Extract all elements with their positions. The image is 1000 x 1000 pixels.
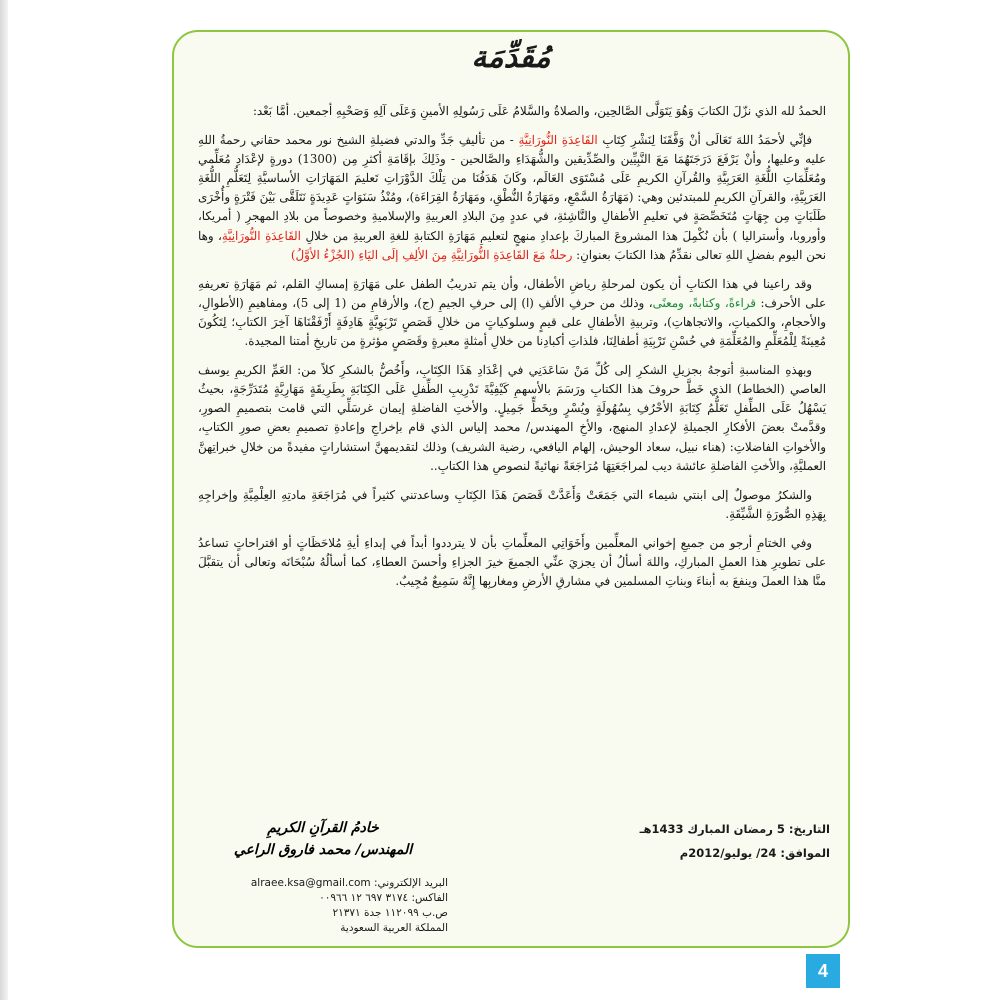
paragraph-closing: وفي الختامِ أرجو من جميعِ إخواني المعلِّمين وأَخَوَاتِي المعلِّماتِ بأن لا يترددوا أبداً في إبداءِ أيةِ مُلاحَظَاتٍ أو اقتراحاتٍ تساعدُ على تطويرِ هذا العملِ المباركِ، واللهَ أسألُ أن يجزيَ عنِّي الجميعَ خيرَ الجزاءِ وأحسنَ العطاءِ، كما أسألُهُ سُبْحَانَه وتعالى أن يتقبَّلَ منَّا هذا العملَ وينفعَ به أبناءَ وبناتِ المسلمين في مشارقِ الأرضِ ومغاربِها إِنَّهُ سَمِيعٌ مُجِيبٌ. (198, 535, 826, 589)
page-title: مُقَدِّمَة (471, 40, 551, 75)
contact-fax: الفاكس: ٣١٧٤ ٦٩٧ ١٢ ٠٠٩٦٦ (319, 892, 448, 904)
highlighted-book-title: رحلةٌ مَعَ القَاعِدَةِ النُّورَانِيَّةِ مِنَ الألِفِ إلَى اليَاءِ (الجُزْءُ الأوَّلُ) (290, 247, 573, 262)
paragraph-acknowledgements: وبهذهِ المناسبةِ أتوجهُ بجزيلِ الشكرِ إلى كُلِّ مَنْ سَاعَدَنِي في إعْدَادِ هَذَا الكِتَابِ، وأَخُصُّ بالشكرِ كلاً من: العَمِّ الكريمِ يوسف العاصي (الخطاط) الذي خَطَّ حروفَ هذا الكتابِ ورَسَمَ بالأسهمِ كَيْفِيَّةَ تَدْرِيبِ الطِّفلِ عَلَى الكِتَابَةِ بِطَرِيقَةٍ مَهَارِيَّةٍ مُتَدَرِّجَةٍ، بحيثُ يَسْهُلُ عَلَى الطِّفلِ تَعَلُّمُ كِتَابَةِ الأحْرُفِ بِسُهُولَةٍ ويُسْرٍ وبِخَطٍّ جَمِيلٍ. والأختِ الفاضلةِ إيمان غرسَلِّي التي قامت بتصميمِ الصورِ، وقدَّمتْ بعضَ الأفكارِ الجميلةِ لإعدادِ المنهج، والأخِ المهندس/ محمد إلياس الذي قام بإخراجِ وإعادةِ تصميمِ بعضِ صورِ الكتابِ، والأخواتِ الفاضلاتِ: (هناء نبيل، سعاد الوحيش، إلهام اليافعي، رضية الشريف) وذلك لتقديمهنَّ استشاراتٍ مفيدةً من خلالِ خبراتِهنَّ العمليَّةِ، والأختِ الفاضلةِ عائشة ديب لمراجَعَتِهَا مُرَاجَعَةً نهائيةً لنصوصِ هذا الكتابِ.. (198, 363, 826, 473)
signature-block (198, 820, 448, 864)
text-segment: فإنِّي لأحمَدُ اللهَ تَعَالَى أنْ وَفَّقَنَا لِنَشْرِ كِتَابِ (597, 133, 812, 148)
signature-title: خادمُ القرآنِ الكريمِ (267, 820, 379, 836)
highlighted-book-name: القَاعِدَةِ النُّورَانِيَّةِ (518, 133, 598, 148)
paragraph-curriculum (198, 275, 826, 351)
paragraph-thanks-daughter: والشكرُ موصولٌ إلى ابنتي شيماء التي جَمَعَتْ وَأَعَدَّتْ قَصَصَ هَذَا الكِتَابِ وساعدتني كثيراً في مُرَاجَعَةِ مادتِهِ العِلْمِيَّةِ وإخراجِهِ بِهَذِهِ الصُّورَةِ الشَّيِّقَةِ. (198, 487, 826, 521)
highlighted-skills: قراءةً، وكتابةً، ومعنًى (652, 295, 756, 310)
highlighted-book-name: القَاعِدَةِ النُّورَانِيَّةِ (221, 228, 301, 243)
contact-pobox: ص.ب ١١٢٠٩٩ جدة ٢١٣٧١ (332, 907, 448, 919)
contact-email: البريد الإلكتروني: alraee.ksa@gmail.com (250, 877, 448, 889)
contact-country: المملكة العربية السعودية (340, 922, 448, 934)
text-segment: ، وها نحن اليوم بفضلِ اللهِ تعالى نقدِّمُ هذا الكتابَ بعنوانِ: (198, 228, 826, 262)
page-edge (0, 0, 8, 1000)
paragraph-opening: الحمدُ لله الذي نزّلَ الكتابَ وَهُوَ يَتَوَلَّى الصَّالحِين، والصلاةُ والسَّلامُ عَلَى رَسُولِهِ الأمينِ وَعَلَى آلِهِ وَصَحْبِهِ أجمعين. أمَّا بَعْد: (252, 104, 826, 118)
contact-block (198, 876, 448, 936)
signature-name: المهندس/ محمد فاروق الراعي (233, 842, 413, 858)
hijri-date: التاريخ: 5 رمضان المبارك 1433هـ (639, 822, 830, 836)
paragraph-book-history (198, 131, 826, 265)
text-segment: وقد راعينا في هذا الكتابِ أن يكون لمرحلةِ رياضِ الأطفال، وأن يتم تدريبُ الطفل على مَهَارَةِ إمساكِ القلم، ثم مَهَارَةِ تعريفهِ على الأحرف: (198, 276, 826, 310)
text-segment: - من تأليفِ جَدِّ والدتي فضيلةِ الشيخ نور محمد حقاني رحمةُ اللهِ عليه وعليها، وأنْ يَرْفَعَ دَرَجَتَهُمَا مَعَ النَّبِيِّين والصِّدِّيقين والشُّهَدَاءِ والصَّالحين - وذَلِكَ بإقَامَةِ أكثرِ مِن (1300) دورةٍ لإعْدَادِ مُعَلِّمي ومُعَلِّمَاتِ اللُّغَةِ العَرَبِيَّةِ والقُرآنِ الكريمِ عَلَى مُسْتَوَى العَالَم، وكَانَ هَدَفُنَا من تِلْكَ الدَّوْرَاتِ تَعليمَ المَهَارَاتِ الأساسيَّةِ لِتَعَلُّمِ اللُّغَةِ العَرَبِيَّةِ، والقرآنِ الكريمِ للمبتدئين وهي: (مَهَارَةُ السَّمْعِ، ومَهَارَةُ النُّطْقِ، ومَهَارَةُ القِرَاءَة)، ومُنْذُ سَنَوَاتٍ عَدِيدَةٍ نَتَلَقَّى بَيْنَ فَتْرَةٍ وأُخْرَى طَلَبَاتٍ مِن جِهَاتٍ مُتَخَصِّصَةٍ في تعليمِ الأطفالِ والنَّاشِئةِ، في عددٍ مِنَ البلادِ العربيةِ والإسلاميةِ وخصوصاً من بلادِ المهجرِ ( أمريكا، وأوروبا، وأستراليا ) بأن نُكْمِلَ هذا المشروعَ المباركَ بإعدادِ منهجٍ لتعليمِ مَهَارَةِ الكتابةِ للغةِ العربيةِ من خلالِ (198, 133, 827, 243)
page-number-badge: 4 (806, 954, 840, 988)
gregorian-date: الموافق: 24/ يوليو/2012م (679, 846, 830, 860)
text-segment: ، وذلك من حرفِ الألفِ (ا) إلى حرفِ الجيمِ (ج)، والأرقامِ من (1 إلى 5)، ومفاهيمِ (الأطوالِ، والأحجامِ، والكمياتِ، والاتجاهاتِ)، وتربيةِ الأطفالِ على قيمٍ وسلوكياتٍ من خلالِ قَصَصٍ تَرْبَوِيَّةٍ هَادِفَةٍ أَرْفَقْنَاهَا آخِرَ الكتابِ؛ لِتَكُونَ مُعِينَةً لِلْمُعَلِّمِ والمُعَلِّمَةِ في حُسْنِ تَرْبِيَةِ أطفالِنَا، فلذاتِ أكبادِنا من خلالِ أمثلةٍ معبرةٍ وقَصَصٍ مؤثرةٍ من تاريخِ أمتنا المجيدة. (198, 295, 826, 349)
introduction-body (198, 102, 826, 601)
date-block (530, 822, 830, 870)
